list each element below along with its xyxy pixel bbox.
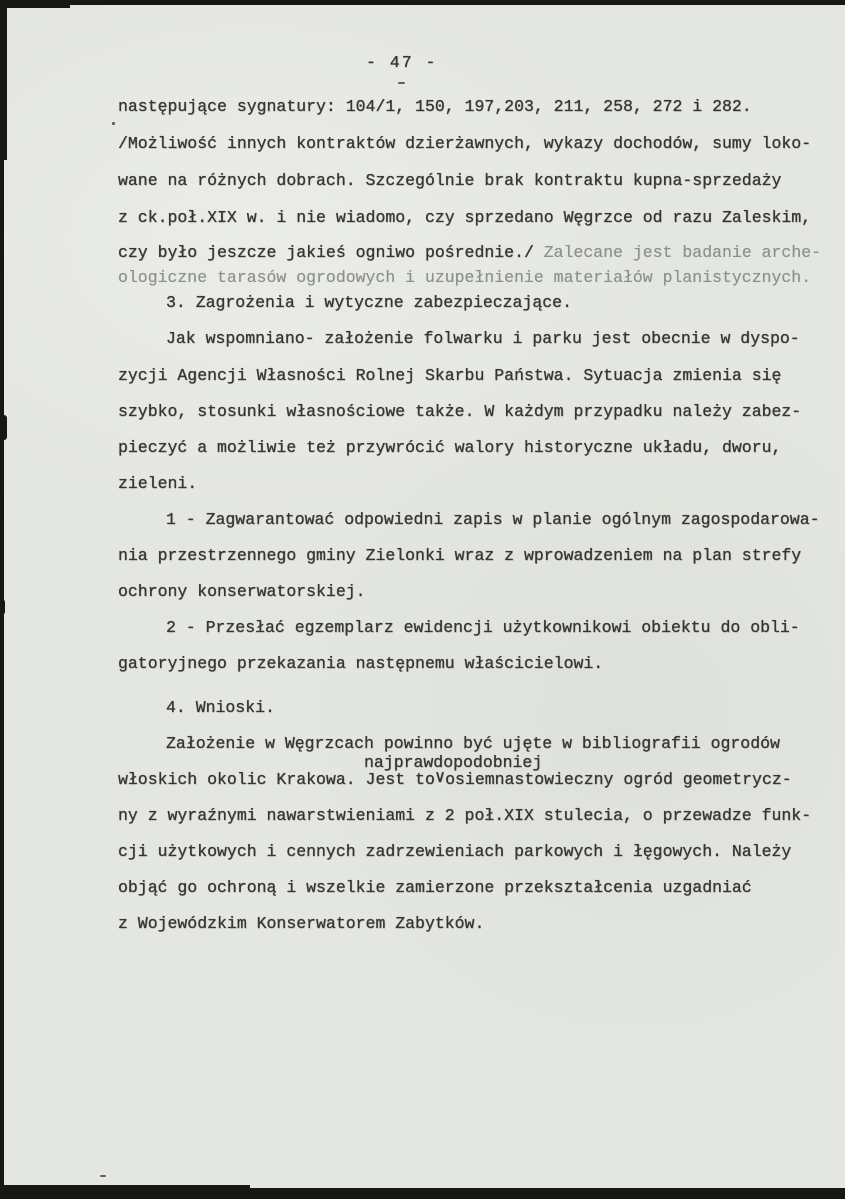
text-line: Jak wspomniano- założenie folwarku i parku jest obecnie w dyspo- [166,329,800,348]
text-line: z ck.poł.XIX w. i nie wiadomo, czy sprzedano Węgrzce od razu Zaleskim, [118,208,812,227]
scan-blemish [0,415,7,440]
text-line: zycji Agencji Własności Rolnej Skarbu Państwa. Sytuacja zmienia się [118,366,782,385]
text-line: cji użytkowych i cennych zadrzewieniach parkowych i łęgowych. Należy [118,842,792,861]
text-line: wane na różnych dobrach. Szczególnie brak kontraktu kupna-sprzedaży [118,171,782,190]
scan-speck [398,82,405,84]
text-line: ny z wyraźnymi nawarstwieniami z 2 poł.XIX stulecia, o przewadze funk- [118,806,812,825]
scan-blemish [0,600,5,614]
scan-speck [100,1175,106,1177]
text-line: gatoryjnego przekazania następnemu właścicielowi. [118,654,604,673]
text-segment: czy było jeszcze jakieś ogniwo pośrednie./ [118,243,544,262]
text-line: pieczyć a możliwie też przywrócić walory historyczne układu, dworu, [118,438,782,457]
text-segment: włoskich okolic Krakowa. Jest to [118,770,435,789]
insertion-caret-icon: ∨ [434,769,446,788]
text-line: szybko, stosunki własnościowe także. W każdym przypadku należy zabez- [118,402,802,421]
scan-edge-left-top [0,0,7,160]
list-item-2: 2 - Przesłać egzemplarz ewidencji użytkownikowi obiektu do obli- [166,618,800,637]
scan-edge-top [0,0,845,5]
faint-annotation: Zalecane jest badanie arche- [543,243,822,262]
text-line [118,243,821,263]
list-item-1: 1 - Zagwarantować odpowiedni zapis w planie ogólnym zagospodarowa- [166,510,820,529]
text-line: z Wojewódzkim Konserwatorem Zabytków. [118,914,485,933]
text-line: objąć go ochroną i wszelkie zamierzone przekształcenia uzgadniać [118,878,752,897]
text-segment: osiemnastowieczny ogród geometrycz- [445,770,792,789]
scan-edge-top-wedge [0,0,70,8]
text-line: zieleni. [118,474,198,493]
interline-insertion: najprawdopodobniej [364,753,543,772]
text-line [118,770,792,791]
document-page [4,5,845,1188]
section-heading-3: 3. Zagrożenia i wytyczne zabezpieczające. [166,293,572,312]
section-heading-4: 4. Wnioski. [166,698,275,717]
scan-speck [112,122,115,125]
text-line: ochrony konserwatorskiej. [118,582,366,601]
scan-blemish [0,503,4,513]
faint-annotation-line: ologiczne tarasów ogrodowych i uzupełnienie materiałów planistycznych. [118,268,812,287]
text-line: Założenie w Węgrzcach powinno być ujęte w bibliografii ogrodów [166,734,780,753]
text-line: nia przestrzennego gminy Zielonki wraz z wprowadzeniem na plan strefy [118,546,802,565]
text-line: /Możliwość innych kontraktów dzierżawnych, wykazy dochodów, sumy loko- [118,134,812,153]
page-number: - 47 - [366,53,438,72]
scan-edge-bottom-left [0,1185,250,1199]
text-line: następujące sygnatury: 104/1, 150, 197,203, 211, 258, 272 i 282. [118,97,752,116]
